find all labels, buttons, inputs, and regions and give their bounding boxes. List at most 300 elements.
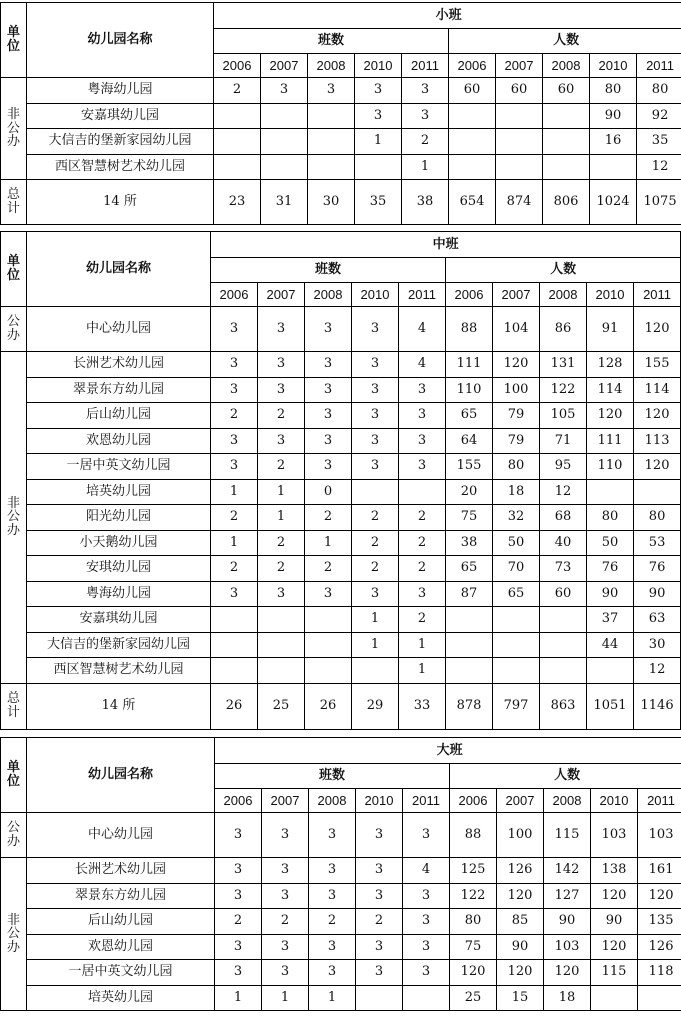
class-count-cell: 3 bbox=[215, 960, 262, 986]
class-count-cell bbox=[261, 103, 308, 129]
people-count-cell bbox=[449, 103, 496, 129]
kindergarten-name: 翠景东方幼儿园 bbox=[27, 883, 215, 909]
class-count-cell: 2 bbox=[352, 505, 399, 531]
class-count-cell bbox=[403, 985, 450, 1011]
class-count-cell bbox=[261, 129, 308, 155]
class-count-cell: 3 bbox=[262, 883, 309, 909]
people-count-cell: 120 bbox=[591, 934, 638, 960]
people-count-cell: 110 bbox=[446, 377, 493, 403]
people-count-cell: 60 bbox=[449, 78, 496, 104]
kindergarten-name: 欢恩幼儿园 bbox=[27, 934, 215, 960]
kindergarten-name: 后山幼儿园 bbox=[27, 403, 211, 429]
class-count-cell: 2 bbox=[258, 530, 305, 556]
class-count-cell: 3 bbox=[258, 581, 305, 607]
people-count-cell: 79 bbox=[493, 428, 540, 454]
class-count-cell: 2 bbox=[399, 530, 446, 556]
total-unit-cell: 总 计 bbox=[1, 180, 27, 225]
people-count-cell: 161 bbox=[638, 858, 681, 884]
class-count-cell bbox=[355, 154, 402, 180]
year-header: 2011 bbox=[634, 283, 681, 307]
kindergarten-name: 翠景东方幼儿园 bbox=[27, 377, 211, 403]
people-count-cell: 111 bbox=[446, 352, 493, 378]
people-count-cell: 115 bbox=[544, 813, 591, 858]
people-count-cell: 63 bbox=[634, 607, 681, 633]
table-row bbox=[1, 154, 681, 180]
people-count-cell bbox=[587, 658, 634, 684]
class-count-cell bbox=[258, 632, 305, 658]
table-row bbox=[1, 428, 681, 454]
table-row bbox=[1, 960, 681, 986]
class-count-cell bbox=[308, 129, 355, 155]
class-count-cell: 3 bbox=[352, 428, 399, 454]
year-header: 2010 bbox=[356, 789, 403, 813]
unit-cell: 非 公 办 bbox=[1, 352, 27, 684]
people-count-cell bbox=[496, 103, 543, 129]
class-count-cell: 3 bbox=[211, 454, 258, 480]
class-count-cell: 3 bbox=[305, 428, 352, 454]
table-row bbox=[1, 909, 681, 935]
kindergarten-name: 粤海幼儿园 bbox=[27, 78, 214, 104]
class-count-cell: 2 bbox=[399, 556, 446, 582]
year-header: 2008 bbox=[305, 283, 352, 307]
class-count-cell: 1 bbox=[309, 985, 356, 1011]
name-header: 幼儿园名称 bbox=[27, 3, 214, 78]
people-count-cell: 76 bbox=[587, 556, 634, 582]
class-count-cell: 1 bbox=[258, 479, 305, 505]
total-name: 14 所 bbox=[27, 180, 214, 225]
class-count-cell bbox=[308, 154, 355, 180]
class-count-cell: 3 bbox=[211, 307, 258, 352]
people-count-cell: 103 bbox=[544, 934, 591, 960]
table-row bbox=[1, 934, 681, 960]
people-count-cell: 155 bbox=[446, 454, 493, 480]
people-count-cell: 12 bbox=[634, 658, 681, 684]
classes-header: 班数 bbox=[215, 764, 450, 789]
people-count-cell bbox=[496, 129, 543, 155]
table-row bbox=[1, 813, 681, 858]
table-row bbox=[1, 103, 681, 129]
class-count-cell bbox=[211, 658, 258, 684]
total-unit-cell: 总 计 bbox=[1, 683, 27, 729]
section-title: 小班 bbox=[214, 3, 681, 29]
people-count-cell: 80 bbox=[493, 454, 540, 480]
people-count-cell: 120 bbox=[450, 960, 497, 986]
year-header: 2008 bbox=[544, 789, 591, 813]
class-count-cell: 3 bbox=[309, 883, 356, 909]
people-count-cell: 120 bbox=[497, 883, 544, 909]
class-count-cell: 3 bbox=[356, 813, 403, 858]
kindergarten-name: 一居中英文幼儿园 bbox=[27, 960, 215, 986]
class-count-cell: 3 bbox=[355, 78, 402, 104]
class-count-cell: 3 bbox=[215, 858, 262, 884]
class-count-cell: 2 bbox=[399, 607, 446, 633]
class-count-cell: 1 bbox=[352, 607, 399, 633]
class-count-cell: 3 bbox=[305, 454, 352, 480]
class-count-cell: 2 bbox=[258, 556, 305, 582]
people-count-cell: 75 bbox=[450, 934, 497, 960]
people-count-cell: 114 bbox=[634, 377, 681, 403]
people-count-cell: 95 bbox=[540, 454, 587, 480]
people-count-cell: 25 bbox=[450, 985, 497, 1011]
total-class-count: 23 bbox=[214, 180, 261, 225]
people-count-cell: 18 bbox=[544, 985, 591, 1011]
class-count-cell: 3 bbox=[262, 813, 309, 858]
total-people-count: 863 bbox=[540, 683, 587, 729]
total-class-count: 30 bbox=[308, 180, 355, 225]
class-count-cell: 4 bbox=[399, 352, 446, 378]
people-count-cell: 90 bbox=[590, 103, 637, 129]
unit-cell: 公 办 bbox=[1, 813, 27, 858]
year-header: 2006 bbox=[450, 789, 497, 813]
people-count-cell: 88 bbox=[446, 307, 493, 352]
class-count-cell: 3 bbox=[403, 883, 450, 909]
total-class-count: 31 bbox=[261, 180, 308, 225]
class-count-cell: 2 bbox=[258, 454, 305, 480]
table-row bbox=[1, 403, 681, 429]
people-count-cell: 122 bbox=[450, 883, 497, 909]
people-count-cell: 115 bbox=[591, 960, 638, 986]
year-header: 2008 bbox=[543, 54, 590, 78]
class-count-cell: 2 bbox=[309, 909, 356, 935]
people-count-cell: 79 bbox=[493, 403, 540, 429]
people-header: 人数 bbox=[449, 29, 681, 54]
people-count-cell: 68 bbox=[540, 505, 587, 531]
people-count-cell: 155 bbox=[634, 352, 681, 378]
kindergarten-name: 长洲艺术幼儿园 bbox=[27, 858, 215, 884]
class-count-cell bbox=[258, 607, 305, 633]
class-count-cell: 3 bbox=[403, 813, 450, 858]
people-count-cell: 64 bbox=[446, 428, 493, 454]
class-count-cell: 3 bbox=[258, 428, 305, 454]
total-class-count: 33 bbox=[399, 683, 446, 729]
year-header: 2007 bbox=[493, 283, 540, 307]
people-count-cell: 40 bbox=[540, 530, 587, 556]
people-count-cell: 80 bbox=[587, 505, 634, 531]
class-count-cell: 3 bbox=[215, 883, 262, 909]
table-row bbox=[1, 658, 681, 684]
class-count-cell: 3 bbox=[352, 403, 399, 429]
class-count-cell: 2 bbox=[211, 403, 258, 429]
class-count-cell: 3 bbox=[403, 909, 450, 935]
people-count-cell: 38 bbox=[446, 530, 493, 556]
kindergarten-name: 中心幼儿园 bbox=[27, 307, 211, 352]
people-count-cell: 100 bbox=[493, 377, 540, 403]
kindergarten-name: 后山幼儿园 bbox=[27, 909, 215, 935]
people-count-cell: 126 bbox=[497, 858, 544, 884]
people-count-cell: 135 bbox=[638, 909, 681, 935]
people-count-cell: 113 bbox=[634, 428, 681, 454]
class-count-cell: 3 bbox=[305, 352, 352, 378]
total-name: 14 所 bbox=[27, 683, 211, 729]
people-count-cell: 15 bbox=[497, 985, 544, 1011]
class-count-cell: 3 bbox=[215, 934, 262, 960]
class-count-cell bbox=[352, 658, 399, 684]
year-header: 2007 bbox=[258, 283, 305, 307]
people-count-cell bbox=[446, 632, 493, 658]
people-count-cell: 37 bbox=[587, 607, 634, 633]
class-count-cell: 0 bbox=[305, 479, 352, 505]
table-row bbox=[1, 454, 681, 480]
people-count-cell: 92 bbox=[637, 103, 681, 129]
year-header: 2008 bbox=[540, 283, 587, 307]
class-count-cell: 2 bbox=[214, 78, 261, 104]
people-count-cell: 80 bbox=[590, 78, 637, 104]
class-count-cell: 3 bbox=[309, 960, 356, 986]
people-count-cell: 126 bbox=[638, 934, 681, 960]
people-count-cell bbox=[540, 607, 587, 633]
class-count-cell: 3 bbox=[211, 428, 258, 454]
table-row bbox=[1, 377, 681, 403]
year-header: 2006 bbox=[446, 283, 493, 307]
people-count-cell: 73 bbox=[540, 556, 587, 582]
class-count-cell: 3 bbox=[399, 581, 446, 607]
unit-header: 单 位 bbox=[1, 738, 27, 813]
class-count-cell: 2 bbox=[402, 129, 449, 155]
class-count-cell bbox=[211, 632, 258, 658]
kindergarten-name: 培英幼儿园 bbox=[27, 985, 215, 1011]
people-count-cell: 90 bbox=[587, 581, 634, 607]
class-count-cell: 3 bbox=[403, 960, 450, 986]
class-count-cell: 3 bbox=[402, 78, 449, 104]
people-count-cell: 90 bbox=[591, 909, 638, 935]
people-header: 人数 bbox=[446, 258, 681, 283]
year-header: 2011 bbox=[403, 789, 450, 813]
total-people-count: 874 bbox=[496, 180, 543, 225]
kindergarten-name: 西区智慧树艺术幼儿园 bbox=[27, 154, 214, 180]
people-count-cell: 120 bbox=[493, 352, 540, 378]
people-count-cell bbox=[634, 479, 681, 505]
people-count-cell bbox=[543, 103, 590, 129]
kindergarten-name: 中心幼儿园 bbox=[27, 813, 215, 858]
people-count-cell bbox=[590, 154, 637, 180]
people-count-cell: 80 bbox=[637, 78, 681, 104]
table-row bbox=[1, 307, 681, 352]
class-count-cell: 4 bbox=[399, 307, 446, 352]
total-people-count: 878 bbox=[446, 683, 493, 729]
class-count-cell: 1 bbox=[258, 505, 305, 531]
class-count-cell: 2 bbox=[352, 556, 399, 582]
people-count-cell: 111 bbox=[587, 428, 634, 454]
class-count-cell bbox=[356, 985, 403, 1011]
name-header: 幼儿园名称 bbox=[27, 738, 215, 813]
class-count-cell: 2 bbox=[356, 909, 403, 935]
people-count-cell: 12 bbox=[540, 479, 587, 505]
class-count-cell: 3 bbox=[399, 454, 446, 480]
people-count-cell: 30 bbox=[634, 632, 681, 658]
class-count-cell: 3 bbox=[309, 813, 356, 858]
class-count-cell: 3 bbox=[211, 377, 258, 403]
class-count-cell: 2 bbox=[215, 909, 262, 935]
total-people-count: 1075 bbox=[637, 180, 681, 225]
year-header: 2006 bbox=[449, 54, 496, 78]
year-header: 2008 bbox=[309, 789, 356, 813]
total-row bbox=[1, 180, 681, 225]
class-count-cell: 3 bbox=[402, 103, 449, 129]
kindergarten-name: 西区智慧树艺术幼儿园 bbox=[27, 658, 211, 684]
people-count-cell: 44 bbox=[587, 632, 634, 658]
section-title: 大班 bbox=[215, 738, 681, 764]
section-title: 中班 bbox=[211, 232, 681, 258]
class-count-cell: 1 bbox=[211, 530, 258, 556]
year-header: 2011 bbox=[638, 789, 681, 813]
class-count-cell: 3 bbox=[356, 858, 403, 884]
people-count-cell: 86 bbox=[540, 307, 587, 352]
unit-cell: 公 办 bbox=[1, 307, 27, 352]
year-header: 2006 bbox=[211, 283, 258, 307]
class-count-cell: 2 bbox=[211, 505, 258, 531]
class-count-cell: 3 bbox=[356, 934, 403, 960]
kindergarten-name: 一居中英文幼儿园 bbox=[27, 454, 211, 480]
year-header: 2010 bbox=[591, 789, 638, 813]
year-header: 2007 bbox=[496, 54, 543, 78]
year-header: 2007 bbox=[262, 789, 309, 813]
people-count-cell: 120 bbox=[634, 307, 681, 352]
total-class-count: 26 bbox=[305, 683, 352, 729]
class-count-cell: 3 bbox=[258, 307, 305, 352]
people-count-cell: 75 bbox=[446, 505, 493, 531]
class-count-cell: 3 bbox=[262, 934, 309, 960]
table-row bbox=[1, 581, 681, 607]
class-count-cell: 1 bbox=[399, 658, 446, 684]
people-count-cell: 90 bbox=[634, 581, 681, 607]
people-count-cell bbox=[543, 129, 590, 155]
class-count-cell: 3 bbox=[352, 377, 399, 403]
class-count-cell: 1 bbox=[399, 632, 446, 658]
people-count-cell bbox=[493, 658, 540, 684]
unit-cell: 非 公 办 bbox=[1, 78, 27, 180]
class-count-cell: 3 bbox=[305, 581, 352, 607]
people-count-cell bbox=[446, 658, 493, 684]
people-count-cell bbox=[449, 154, 496, 180]
people-count-cell: 127 bbox=[544, 883, 591, 909]
table-row bbox=[1, 632, 681, 658]
total-class-count: 29 bbox=[352, 683, 399, 729]
class-count-cell bbox=[214, 129, 261, 155]
kindergarten-name: 阳光幼儿园 bbox=[27, 505, 211, 531]
people-count-cell: 60 bbox=[540, 581, 587, 607]
year-header: 2006 bbox=[214, 54, 261, 78]
people-count-cell bbox=[540, 632, 587, 658]
total-row bbox=[1, 683, 681, 729]
class-count-cell bbox=[308, 103, 355, 129]
year-header: 2010 bbox=[587, 283, 634, 307]
total-class-count: 38 bbox=[402, 180, 449, 225]
class-count-cell: 3 bbox=[352, 307, 399, 352]
people-count-cell: 60 bbox=[496, 78, 543, 104]
class-count-cell: 2 bbox=[258, 403, 305, 429]
class-count-cell: 2 bbox=[211, 556, 258, 582]
total-class-count: 35 bbox=[355, 180, 402, 225]
class-count-cell: 3 bbox=[305, 403, 352, 429]
class-count-cell: 3 bbox=[215, 813, 262, 858]
kindergarten-name: 长洲艺术幼儿园 bbox=[27, 352, 211, 378]
people-count-cell: 20 bbox=[446, 479, 493, 505]
class-count-cell: 3 bbox=[399, 403, 446, 429]
people-count-cell bbox=[587, 479, 634, 505]
year-header: 2010 bbox=[590, 54, 637, 78]
class-count-cell: 3 bbox=[403, 934, 450, 960]
people-count-cell: 103 bbox=[638, 813, 681, 858]
class-count-cell: 2 bbox=[305, 556, 352, 582]
people-count-cell: 60 bbox=[543, 78, 590, 104]
class-count-cell bbox=[214, 103, 261, 129]
people-count-cell: 70 bbox=[493, 556, 540, 582]
class-count-cell: 2 bbox=[352, 530, 399, 556]
table-row bbox=[1, 556, 681, 582]
people-count-cell: 128 bbox=[587, 352, 634, 378]
class-count-cell: 3 bbox=[399, 428, 446, 454]
people-count-cell: 118 bbox=[638, 960, 681, 986]
people-count-cell: 80 bbox=[634, 505, 681, 531]
table-row bbox=[1, 530, 681, 556]
people-count-cell: 120 bbox=[591, 883, 638, 909]
people-count-cell bbox=[493, 632, 540, 658]
table-row bbox=[1, 607, 681, 633]
people-count-cell: 18 bbox=[493, 479, 540, 505]
people-count-cell: 65 bbox=[446, 403, 493, 429]
people-count-cell: 90 bbox=[544, 909, 591, 935]
kindergarten-name: 欢恩幼儿园 bbox=[27, 428, 211, 454]
people-count-cell: 142 bbox=[544, 858, 591, 884]
kindergarten-name: 小天鹅幼儿园 bbox=[27, 530, 211, 556]
total-people-count: 654 bbox=[449, 180, 496, 225]
total-people-count: 1146 bbox=[634, 683, 681, 729]
class-count-cell bbox=[305, 632, 352, 658]
people-count-cell bbox=[638, 985, 681, 1011]
kindergarten-name: 大信吉的堡新家园幼儿园 bbox=[27, 129, 214, 155]
class-count-cell: 3 bbox=[309, 858, 356, 884]
class-count-cell: 3 bbox=[309, 934, 356, 960]
year-header: 2010 bbox=[355, 54, 402, 78]
class-count-cell: 1 bbox=[215, 985, 262, 1011]
class-count-cell: 1 bbox=[352, 632, 399, 658]
people-count-cell: 131 bbox=[540, 352, 587, 378]
unit-cell: 非 公 办 bbox=[1, 858, 27, 1011]
people-count-cell bbox=[496, 154, 543, 180]
people-count-cell: 120 bbox=[634, 403, 681, 429]
people-count-cell: 120 bbox=[544, 960, 591, 986]
class-count-cell: 2 bbox=[305, 505, 352, 531]
class-count-cell bbox=[305, 607, 352, 633]
class-count-cell: 3 bbox=[262, 858, 309, 884]
people-count-cell: 53 bbox=[634, 530, 681, 556]
class-count-cell: 2 bbox=[399, 505, 446, 531]
year-header: 2008 bbox=[308, 54, 355, 78]
people-count-cell: 100 bbox=[497, 813, 544, 858]
class-count-cell: 3 bbox=[356, 960, 403, 986]
people-count-cell: 114 bbox=[587, 377, 634, 403]
people-count-cell: 110 bbox=[587, 454, 634, 480]
kindergarten-name: 安嘉琪幼儿园 bbox=[27, 607, 211, 633]
class-count-cell bbox=[261, 154, 308, 180]
class-count-cell: 1 bbox=[355, 129, 402, 155]
class-count-cell: 3 bbox=[261, 78, 308, 104]
people-count-cell: 87 bbox=[446, 581, 493, 607]
people-count-cell bbox=[493, 607, 540, 633]
table-row bbox=[1, 129, 681, 155]
year-header: 2007 bbox=[261, 54, 308, 78]
class-count-cell: 3 bbox=[399, 377, 446, 403]
class-count-cell: 3 bbox=[258, 352, 305, 378]
class-count-cell: 2 bbox=[262, 909, 309, 935]
total-class-count: 25 bbox=[258, 683, 305, 729]
year-header: 2011 bbox=[402, 54, 449, 78]
class-count-cell: 3 bbox=[355, 103, 402, 129]
class-count-cell: 1 bbox=[211, 479, 258, 505]
name-header: 幼儿园名称 bbox=[27, 232, 211, 307]
unit-header: 单 位 bbox=[1, 3, 27, 78]
people-count-cell: 50 bbox=[493, 530, 540, 556]
